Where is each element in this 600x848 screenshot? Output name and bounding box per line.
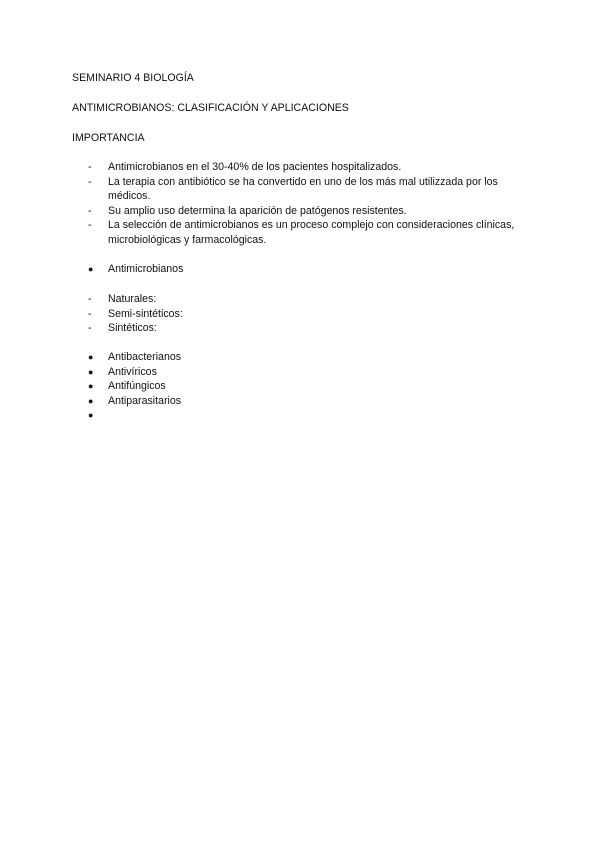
list-item-text: Antiparasitarios xyxy=(108,394,182,407)
list-item-text: Antifúngicos xyxy=(108,380,166,393)
list-item-text: Antimicrobianos xyxy=(108,263,184,275)
list-item xyxy=(88,292,528,307)
list-item-text: Semi-sintéticos: xyxy=(108,307,183,320)
antimicrobianos-heading-list xyxy=(88,262,528,277)
list-item xyxy=(88,350,528,365)
bullet-icon: ● xyxy=(88,352,94,362)
bullet-icon: ● xyxy=(88,381,94,392)
dash-marker: - xyxy=(88,175,92,188)
bullet-icon: ● xyxy=(88,264,94,274)
dash-marker: - xyxy=(88,161,92,173)
list-item-text: Su amplio uso determina la aparición de patógenos resistentes. xyxy=(108,204,407,217)
list-item-text: Naturales: xyxy=(108,293,157,305)
bullet-icon: ● xyxy=(88,366,94,377)
list-item xyxy=(88,204,528,219)
list-item xyxy=(88,321,528,336)
document-title: SEMINARIO 4 BIOLOGÍA xyxy=(72,72,194,84)
list-item xyxy=(88,365,528,380)
dash-marker: - xyxy=(88,204,92,217)
list-item xyxy=(88,307,528,322)
list-item xyxy=(88,160,528,175)
bullet-icon: ● xyxy=(88,395,94,406)
bullet-icon: ● xyxy=(88,410,94,421)
document-subtitle: ANTIMICROBIANOS: CLASIFICACIÓN Y APLICACIONES xyxy=(72,102,349,114)
list-item xyxy=(88,218,528,247)
list-item-text: La terapia con antibiótico se ha convertido en uno de los más mal utilizzada por los médicos. xyxy=(108,175,498,203)
dash-marker: - xyxy=(88,322,92,335)
dash-marker: - xyxy=(88,219,92,232)
list-item-text: Antibacterianos xyxy=(108,351,182,363)
list-item xyxy=(88,394,528,409)
tipos-list xyxy=(88,350,528,423)
list-item-text: Antivíricos xyxy=(108,365,157,378)
list-item xyxy=(88,175,528,204)
origen-list xyxy=(88,292,528,336)
dash-marker: - xyxy=(88,293,92,305)
importancia-list xyxy=(88,160,528,248)
list-item-text: Antimicrobianos en el 30-40% de los pacientes hospitalizados. xyxy=(108,161,402,173)
list-item xyxy=(88,408,528,423)
section-heading: IMPORTANCIA xyxy=(72,132,145,144)
list-item-text: La selección de antimicrobianos es un proceso complejo con consideraciones clínicas, microbiológicas y farmacológicas. xyxy=(108,219,515,246)
list-item xyxy=(88,262,528,277)
list-item-text: Sintéticos: xyxy=(108,322,157,335)
list-item xyxy=(88,379,528,394)
dash-marker: - xyxy=(88,307,92,320)
